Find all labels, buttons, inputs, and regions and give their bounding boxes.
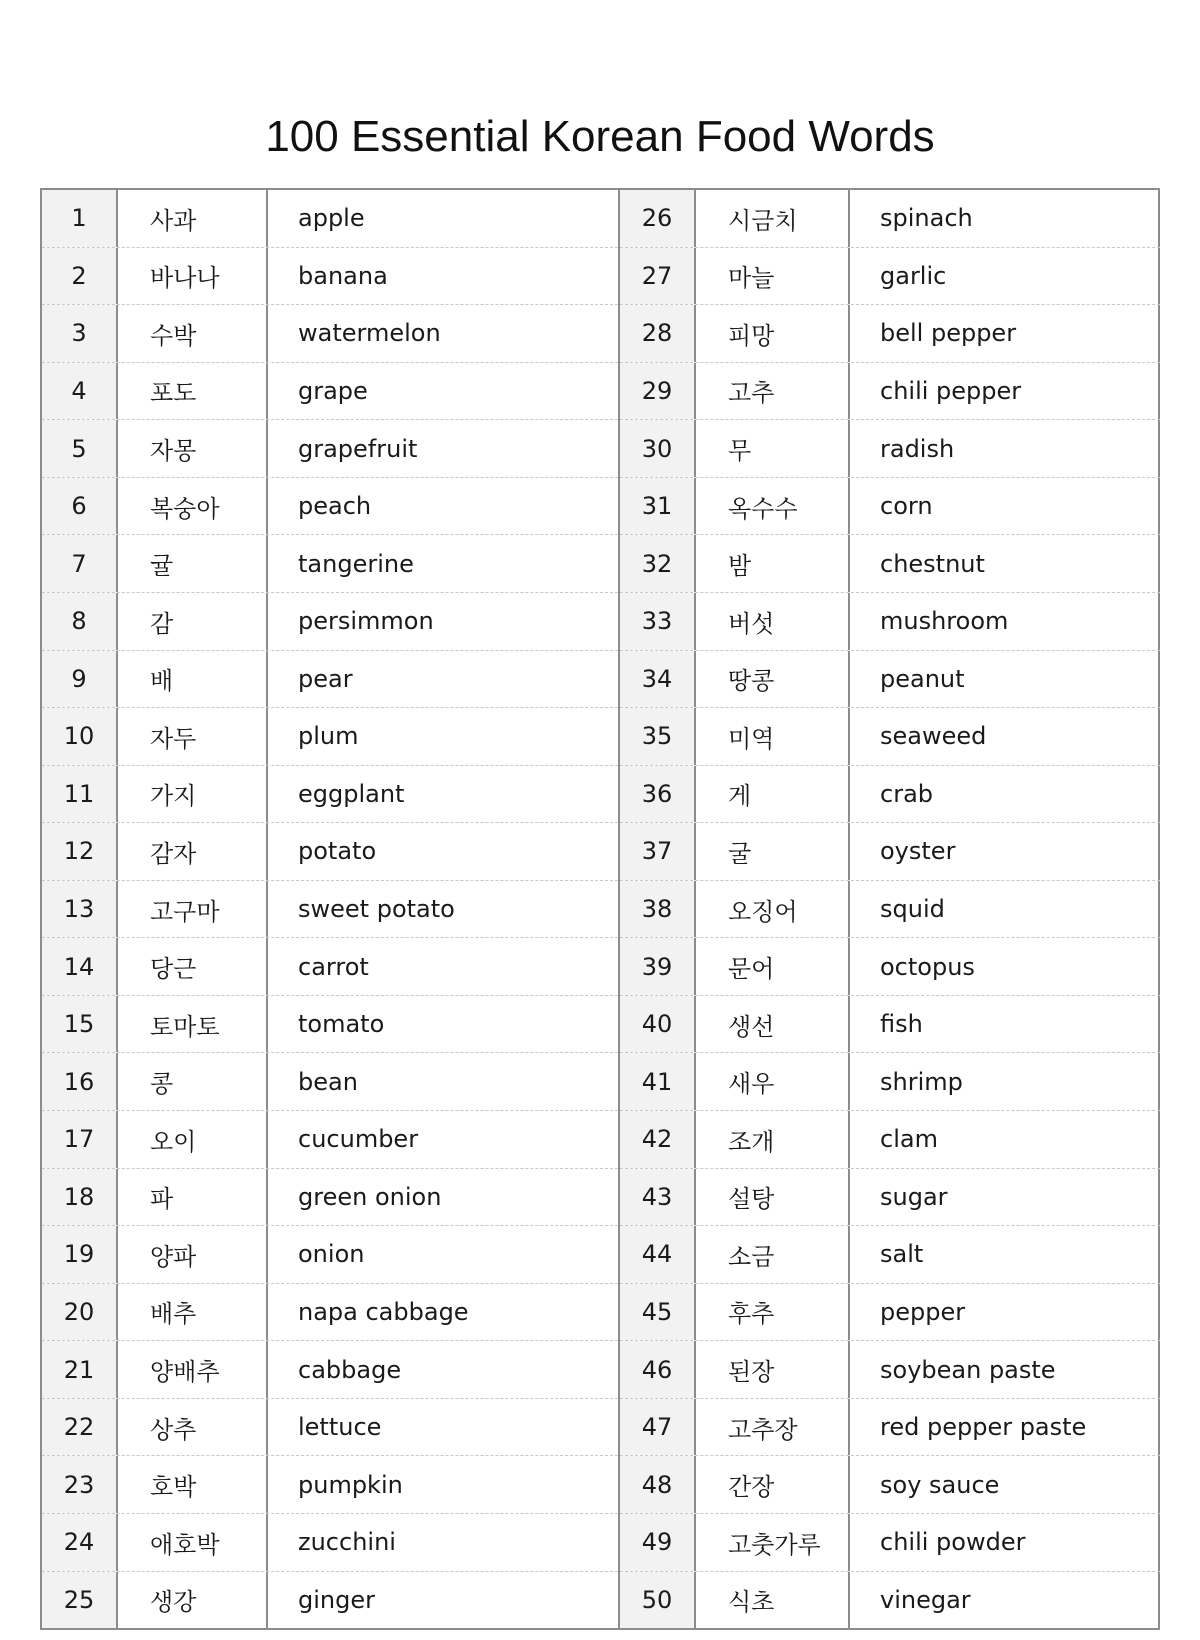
english-word: seaweed (880, 722, 987, 751)
row-number: 33 (620, 593, 696, 650)
english-word: napa cabbage (298, 1297, 469, 1326)
korean-word: 배추 (118, 1284, 268, 1341)
english-word: tangerine (298, 549, 414, 578)
table-row (620, 1572, 1160, 1629)
row-number: 27 (620, 248, 696, 305)
row-number: 18 (42, 1169, 118, 1226)
table-row (42, 1456, 618, 1514)
table-row (620, 305, 1160, 363)
vocabulary-column-right (618, 190, 1160, 1628)
korean-word: 게 (696, 766, 850, 823)
english-word: clam (880, 1125, 938, 1154)
table-row (620, 1456, 1160, 1514)
table-row (42, 1399, 618, 1457)
table-row (42, 881, 618, 939)
english-word: peanut (880, 664, 965, 693)
row-number: 22 (42, 1399, 118, 1456)
english-word: vinegar (880, 1585, 971, 1614)
english-word: green onion (298, 1182, 442, 1211)
english-word: plum (298, 722, 359, 751)
table-row (620, 593, 1160, 651)
table-row (42, 190, 618, 248)
korean-word: 굴 (696, 823, 850, 880)
english-word: pumpkin (298, 1470, 403, 1499)
table-row (42, 305, 618, 363)
table-row (42, 938, 618, 996)
table-row (620, 535, 1160, 593)
english-word: chili powder (880, 1528, 1026, 1557)
table-row (620, 363, 1160, 421)
english-word: tomato (298, 1010, 385, 1039)
english-word: squid (880, 895, 945, 924)
korean-word: 피망 (696, 305, 850, 362)
row-number: 6 (42, 478, 118, 535)
english-word: lettuce (298, 1413, 382, 1442)
row-number: 1 (42, 190, 118, 247)
table-row (42, 420, 618, 478)
row-number: 41 (620, 1053, 696, 1110)
row-number: 28 (620, 305, 696, 362)
korean-word: 후추 (696, 1284, 850, 1341)
korean-word: 귤 (118, 535, 268, 592)
english-word: pear (298, 664, 353, 693)
english-word: bean (298, 1067, 358, 1096)
english-word: cucumber (298, 1125, 419, 1154)
row-number: 7 (42, 535, 118, 592)
vocabulary-column-left (42, 190, 618, 1628)
english-word: ginger (298, 1585, 375, 1614)
table-row (620, 1341, 1160, 1399)
english-word: garlic (880, 261, 947, 290)
row-number: 50 (620, 1572, 696, 1629)
korean-word: 감자 (118, 823, 268, 880)
row-number: 26 (620, 190, 696, 247)
english-word: soy sauce (880, 1470, 1000, 1499)
korean-word: 조개 (696, 1111, 850, 1168)
row-number: 48 (620, 1456, 696, 1513)
korean-word: 양배추 (118, 1341, 268, 1398)
row-number: 15 (42, 996, 118, 1053)
english-word: sugar (880, 1182, 948, 1211)
table-row (620, 766, 1160, 824)
korean-word: 문어 (696, 938, 850, 995)
korean-word: 버섯 (696, 593, 850, 650)
korean-word: 고춧가루 (696, 1514, 850, 1571)
table-row (620, 420, 1160, 478)
korean-word: 복숭아 (118, 478, 268, 535)
table-row (42, 1169, 618, 1227)
english-word: watermelon (298, 319, 441, 348)
korean-word: 고추 (696, 363, 850, 420)
row-number: 5 (42, 420, 118, 477)
english-word: spinach (880, 204, 973, 233)
table-row (42, 363, 618, 421)
row-number: 11 (42, 766, 118, 823)
table-row (42, 1341, 618, 1399)
korean-word: 배 (118, 651, 268, 708)
english-word: mushroom (880, 607, 1009, 636)
korean-word: 간장 (696, 1456, 850, 1513)
table-row (620, 996, 1160, 1054)
english-word: banana (298, 261, 388, 290)
row-number: 43 (620, 1169, 696, 1226)
row-number: 25 (42, 1572, 118, 1629)
table-row (42, 1514, 618, 1572)
english-word: grape (298, 376, 368, 405)
korean-word: 애호박 (118, 1514, 268, 1571)
row-number: 49 (620, 1514, 696, 1571)
korean-word: 당근 (118, 938, 268, 995)
table-row (620, 1053, 1160, 1111)
row-number: 23 (42, 1456, 118, 1513)
english-word: octopus (880, 952, 975, 981)
korean-word: 고구마 (118, 881, 268, 938)
table-row (42, 766, 618, 824)
row-number: 30 (620, 420, 696, 477)
korean-word: 상추 (118, 1399, 268, 1456)
korean-word: 무 (696, 420, 850, 477)
row-number: 4 (42, 363, 118, 420)
korean-word: 고추장 (696, 1399, 850, 1456)
row-number: 24 (42, 1514, 118, 1571)
table-row (620, 1111, 1160, 1169)
table-row (42, 823, 618, 881)
korean-word: 밤 (696, 535, 850, 592)
english-word: oyster (880, 837, 956, 866)
english-word: radish (880, 434, 955, 463)
korean-word: 생강 (118, 1572, 268, 1629)
table-row (42, 478, 618, 536)
vocabulary-table (40, 188, 1160, 1630)
table-row (42, 593, 618, 651)
row-number: 17 (42, 1111, 118, 1168)
row-number: 10 (42, 708, 118, 765)
row-number: 14 (42, 938, 118, 995)
row-number: 46 (620, 1341, 696, 1398)
table-row (42, 651, 618, 709)
korean-word: 생선 (696, 996, 850, 1053)
korean-word: 오이 (118, 1111, 268, 1168)
row-number: 19 (42, 1226, 118, 1283)
korean-word: 바나나 (118, 248, 268, 305)
english-word: apple (298, 204, 365, 233)
table-row (42, 1284, 618, 1342)
english-word: peach (298, 492, 372, 521)
english-word: pepper (880, 1297, 966, 1326)
english-word: salt (880, 1240, 924, 1269)
row-number: 3 (42, 305, 118, 362)
row-number: 32 (620, 535, 696, 592)
korean-word: 파 (118, 1169, 268, 1226)
page-title: 100 Essential Korean Food Words (265, 112, 935, 161)
english-word: crab (880, 779, 934, 808)
row-number: 16 (42, 1053, 118, 1110)
english-word: fish (880, 1010, 923, 1039)
korean-word: 호박 (118, 1456, 268, 1513)
english-word: chestnut (880, 549, 985, 578)
row-number: 8 (42, 593, 118, 650)
korean-word: 설탕 (696, 1169, 850, 1226)
english-word: corn (880, 492, 933, 521)
table-row (620, 1169, 1160, 1227)
table-row (42, 1111, 618, 1169)
english-word: soybean paste (880, 1355, 1056, 1384)
row-number: 31 (620, 478, 696, 535)
english-word: onion (298, 1240, 365, 1269)
english-word: potato (298, 837, 377, 866)
table-row (42, 708, 618, 766)
table-row (620, 708, 1160, 766)
table-row (42, 1053, 618, 1111)
row-number: 42 (620, 1111, 696, 1168)
row-number: 2 (42, 248, 118, 305)
table-row (620, 478, 1160, 536)
row-number: 44 (620, 1226, 696, 1283)
english-word: chili pepper (880, 376, 1022, 405)
table-row (620, 881, 1160, 939)
row-number: 36 (620, 766, 696, 823)
table-row (620, 1284, 1160, 1342)
row-number: 45 (620, 1284, 696, 1341)
table-row (620, 651, 1160, 709)
korean-word: 식초 (696, 1572, 850, 1629)
english-word: eggplant (298, 779, 405, 808)
english-word: red pepper paste (880, 1413, 1087, 1442)
korean-word: 토마토 (118, 996, 268, 1053)
korean-word: 시금치 (696, 190, 850, 247)
table-row (620, 1399, 1160, 1457)
english-word: zucchini (298, 1528, 396, 1557)
table-row (42, 248, 618, 306)
table-row (620, 1226, 1160, 1284)
row-number: 21 (42, 1341, 118, 1398)
table-row (620, 938, 1160, 996)
row-number: 39 (620, 938, 696, 995)
row-number: 35 (620, 708, 696, 765)
english-word: persimmon (298, 607, 434, 636)
korean-word: 수박 (118, 305, 268, 362)
row-number: 13 (42, 881, 118, 938)
korean-word: 자몽 (118, 420, 268, 477)
korean-word: 가지 (118, 766, 268, 823)
table-row (620, 248, 1160, 306)
row-number: 20 (42, 1284, 118, 1341)
korean-word: 된장 (696, 1341, 850, 1398)
korean-word: 마늘 (696, 248, 850, 305)
english-word: grapefruit (298, 434, 418, 463)
table-row (42, 996, 618, 1054)
table-row (42, 1572, 618, 1629)
korean-word: 자두 (118, 708, 268, 765)
korean-word: 포도 (118, 363, 268, 420)
table-row (42, 1226, 618, 1284)
row-number: 38 (620, 881, 696, 938)
english-word: cabbage (298, 1355, 402, 1384)
row-number: 29 (620, 363, 696, 420)
korean-word: 소금 (696, 1226, 850, 1283)
english-word: sweet potato (298, 895, 455, 924)
row-number: 34 (620, 651, 696, 708)
english-word: bell pepper (880, 319, 1017, 348)
english-word: carrot (298, 952, 369, 981)
korean-word: 옥수수 (696, 478, 850, 535)
table-row (620, 823, 1160, 881)
table-row (620, 1514, 1160, 1572)
row-number: 12 (42, 823, 118, 880)
table-row (42, 535, 618, 593)
korean-word: 땅콩 (696, 651, 850, 708)
row-number: 47 (620, 1399, 696, 1456)
korean-word: 미역 (696, 708, 850, 765)
row-number: 9 (42, 651, 118, 708)
korean-word: 감 (118, 593, 268, 650)
table-row (620, 190, 1160, 248)
korean-word: 오징어 (696, 881, 850, 938)
row-number: 37 (620, 823, 696, 880)
english-word: shrimp (880, 1067, 963, 1096)
korean-word: 콩 (118, 1053, 268, 1110)
korean-word: 사과 (118, 190, 268, 247)
korean-word: 새우 (696, 1053, 850, 1110)
korean-word: 양파 (118, 1226, 268, 1283)
row-number: 40 (620, 996, 696, 1053)
